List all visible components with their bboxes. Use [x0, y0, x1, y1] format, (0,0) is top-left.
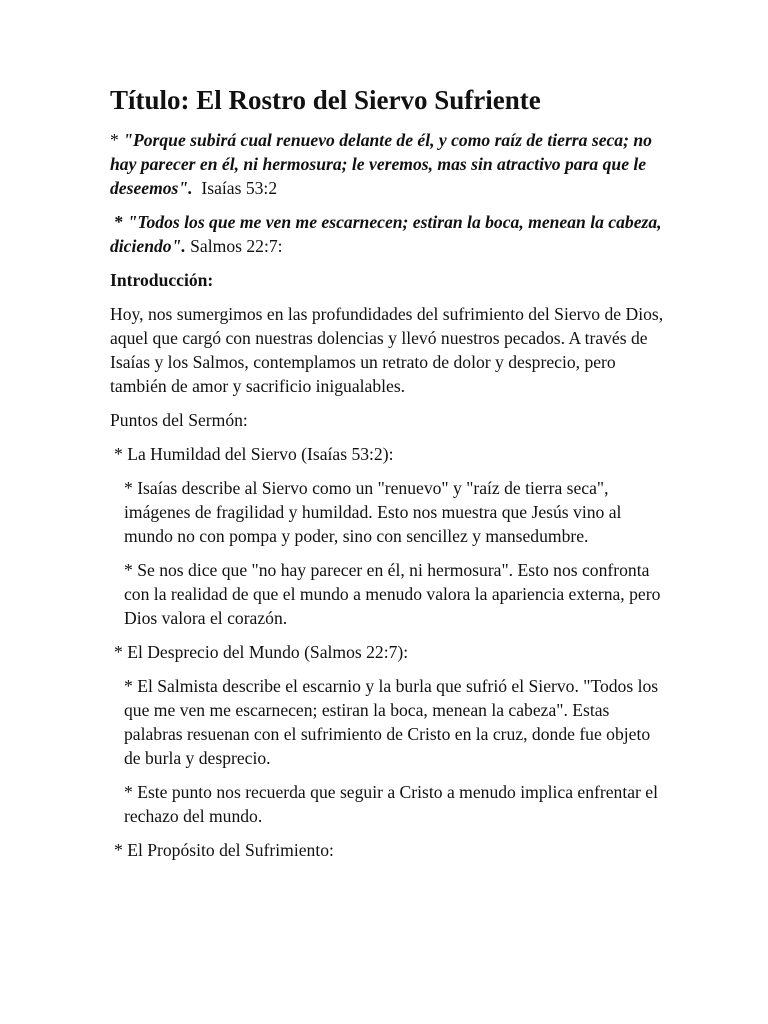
- point-subitem: * Isaías describe al Siervo como un "renuevo" y "raíz de tierra seca", imágenes de fragilidad y humildad. Esto nos muestra que Jesús vino al mundo no con pompa y poder, sino con sencillez y mansedumbre.: [124, 477, 622, 546]
- points-heading: Puntos del Sermón:: [110, 409, 248, 430]
- intro-paragraph: Hoy, nos sumergimos en las profundidades del sufrimiento del Siervo de Dios, aquel que cargó con nuestras dolencias y llevó nuestros pecados. A través de Isaías y los Salmos, contemplamos un retrato de dolor y desprecio, pero también de amor y sacrificio inigualables.: [110, 303, 664, 396]
- quote-reference: Isaías 53:2: [192, 177, 278, 198]
- intro-heading: Introducción:: [110, 269, 214, 290]
- quote-isaias: [110, 128, 668, 200]
- quote-bullet: *: [110, 211, 128, 232]
- point-heading: * El Propósito del Sufrimiento:: [114, 839, 334, 860]
- quote-text: "Todos los que me ven me escarnecen; estiran la boca, menean la cabeza, diciendo".: [110, 211, 662, 256]
- point-subitem: * Este punto nos recuerda que seguir a Cristo a menudo implica enfrentar el rechazo del mundo.: [124, 781, 658, 826]
- document-title: Título: El Rostro del Siervo Sufriente: [110, 85, 541, 115]
- point-subitem: * El Salmista describe el escarnio y la burla que sufrió el Siervo. "Todos los que me ven me escarnecen; estiran la boca, menean la cabeza". Estas palabras resuenan con el sufrimiento de Cristo en la cruz, donde fue objeto de burla y desprecio.: [124, 675, 659, 768]
- quote-text: "Porque subirá cual renuevo delante de él, y como raíz de tierra seca; no hay parecer en él, ni hermosura; le veremos, mas sin atractivo para que le deseemos".: [110, 129, 652, 198]
- quote-reference: Salmos 22:7:: [185, 235, 283, 256]
- point-subitem: * Se nos dice que "no hay parecer en él, ni hermosura". Esto nos confronta con la realidad de que el mundo a menudo valora la apariencia externa, pero Dios valora el corazón.: [124, 559, 661, 628]
- quote-bullet: *: [110, 129, 124, 150]
- quote-salmos: [110, 210, 668, 258]
- point-heading: * La Humildad del Siervo (Isaías 53:2):: [114, 443, 394, 464]
- point-heading: * El Desprecio del Mundo (Salmos 22:7):: [114, 641, 409, 662]
